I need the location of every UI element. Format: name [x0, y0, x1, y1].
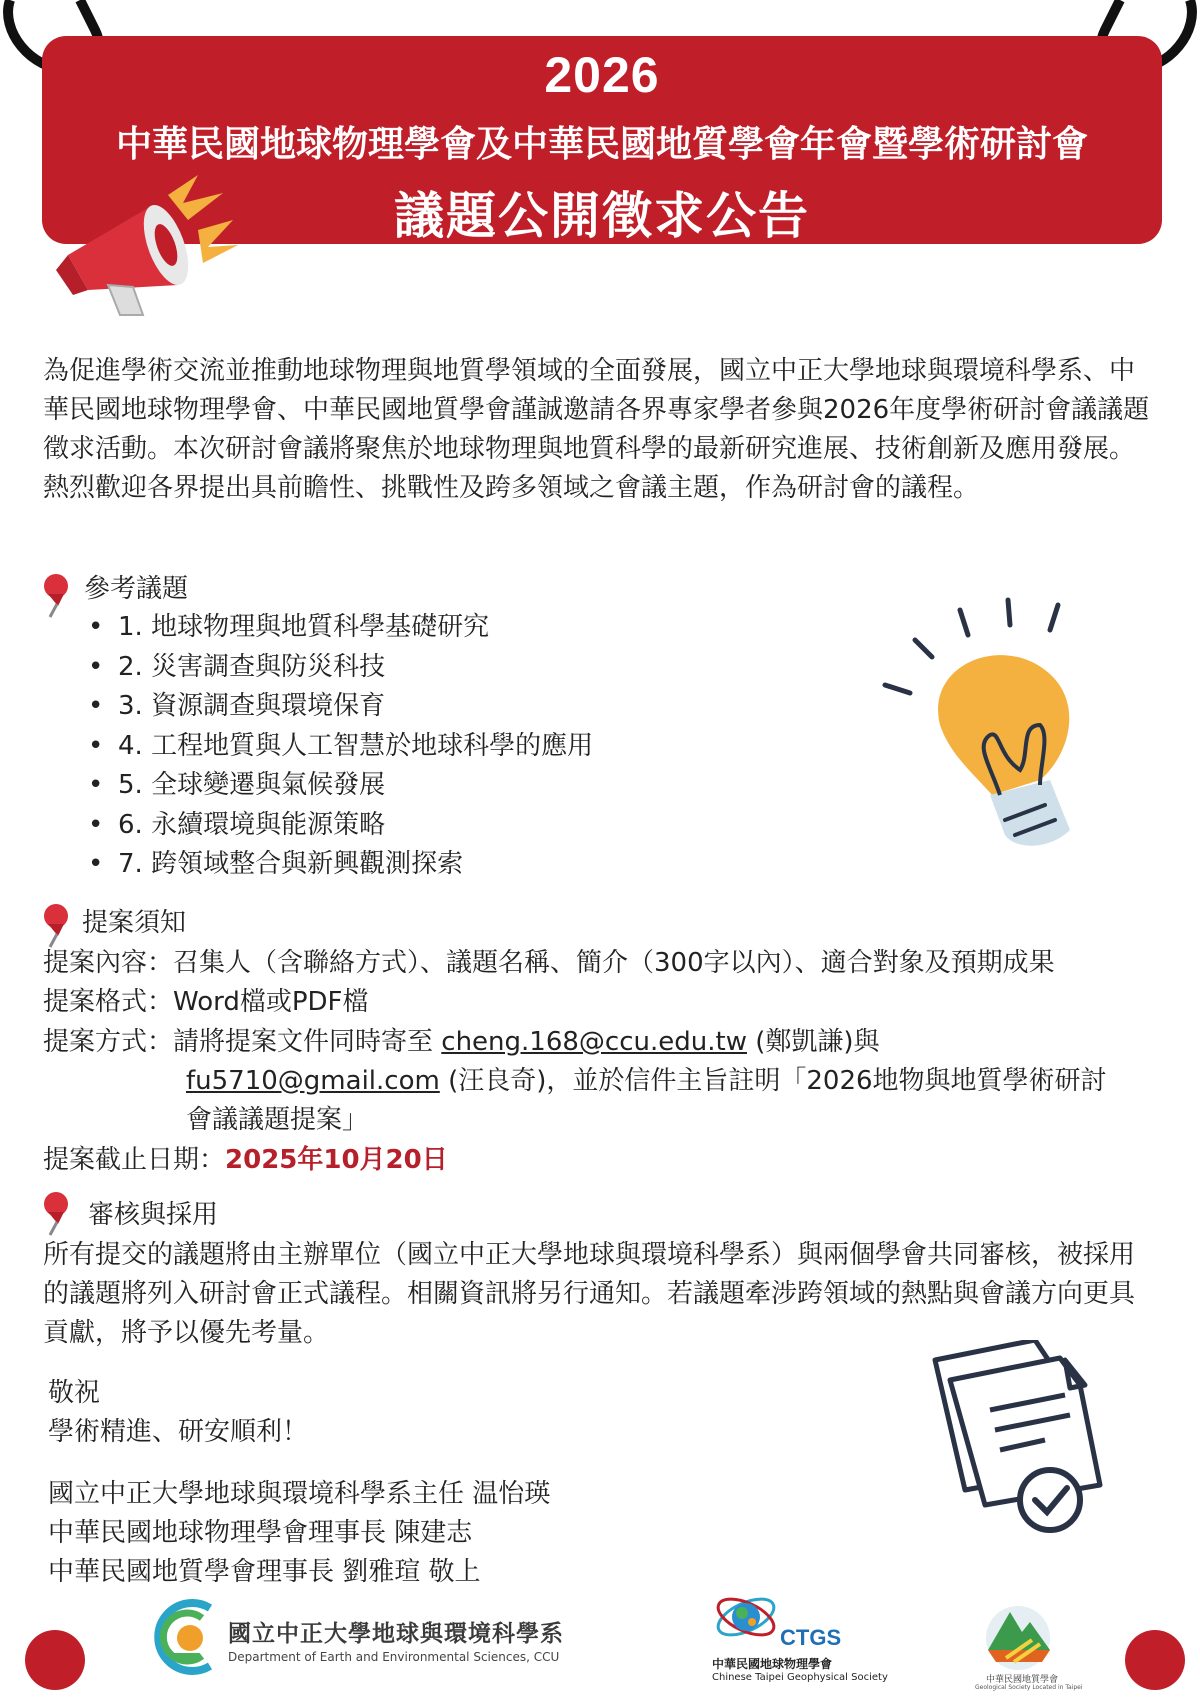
gst-logo-icon [978, 1600, 1058, 1670]
email-link-fu[interactable]: fu5710@gmail.com [186, 1066, 440, 1096]
decorative-dot-left [25, 1630, 85, 1690]
proposal-method-label: 提案方式： [43, 1027, 174, 1057]
document-check-icon [905, 1340, 1125, 1540]
deadline-label: 提案截止日期： [43, 1145, 226, 1175]
email1-suffix: (鄭凱謙)與 [746, 1027, 880, 1057]
signature-3: 中華民國地質學會理事長 劉雅瑄 敬上 [48, 1557, 481, 1587]
list-item: • 7. 跨領域整合與新興觀測探索 [88, 845, 593, 885]
signature-2: 中華民國地球物理學會理事長 陳建志 [48, 1518, 473, 1548]
proposal-method-line3: 會議議題提案」 [186, 1105, 369, 1135]
intro-paragraph: 為促進學術交流並推動地球物理與地質學領域的全面發展，國立中正大學地球與環境科學系、中華民國地球物理學會、中華民國地質學會謹誠邀請各界專家學者參與2026年度學術研討會議議題徵求活動。本次研討會議將聚焦於地球物理與地質科學的最新研究進展、技術創新及應用發展。熱烈歡迎各界提出具前瞻性、挑戰性及跨多領域之會議主題，作為研討會的議程。 [43, 356, 1150, 503]
proposal-content-label: 提案內容： [43, 948, 174, 978]
ctgs-logo-icon [710, 1585, 790, 1655]
proposal-heading: 提案須知 [82, 908, 187, 938]
gst-logo-english: Geological Society Located in Taipei [975, 1684, 1083, 1691]
header-subtitle: 議題公開徵求公告 [394, 187, 810, 245]
header-title: 中華民國地球物理學會及中華民國地質學會年會暨學術研討會 [115, 124, 1088, 165]
pushpin-icon [38, 1190, 78, 1236]
ccu-logo-icon [150, 1598, 220, 1676]
ctgs-logo-name: 中華民國地球物理學會 [712, 1657, 833, 1671]
list-item: • 5. 全球變遷與氣候發展 [88, 766, 593, 806]
pushpin-icon [38, 902, 78, 948]
review-paragraph: 所有提交的議題將由主辦單位（國立中正大學地球與環境科學系）與兩個學會共同審核，被採用的議題將列入研討會正式議程。相關資訊將另行通知。若議題牽涉跨領域的熱點與會議方向更具貢獻，將予以優先考量。 [43, 1240, 1136, 1348]
deadline-value: 2025年10月20日 [225, 1145, 448, 1175]
list-item: • 1. 地球物理與地質科學基礎研究 [88, 608, 593, 648]
proposal-method-prefix: 請將提案文件同時寄至 [173, 1027, 442, 1057]
proposal-deadline-row [43, 1141, 448, 1180]
pushpin-icon [38, 572, 78, 618]
ccu-logo-english: Department of Earth and Environmental Sciences, CCU [228, 1650, 560, 1664]
proposal-content-value: 召集人（含聯絡方式）、議題名稱、簡介（300字以內）、適合對象及預期成果 [173, 948, 1055, 978]
decorative-dot-right [1125, 1630, 1185, 1690]
list-item: • 2. 災害調查與防災科技 [88, 648, 593, 688]
ccu-logo-name: 國立中正大學地球與環境科學系 [228, 1621, 564, 1647]
email2-suffix: (汪良奇)，並於信件主旨註明「2026地物與地質學術研討 [439, 1066, 1107, 1096]
list-item: • 3. 資源調查與環境保育 [88, 687, 593, 727]
topics-list [88, 608, 593, 885]
megaphone-icon [48, 175, 238, 325]
email-link-cheng[interactable]: cheng.168@ccu.edu.tw [441, 1027, 747, 1057]
header-year: 2026 [544, 47, 660, 103]
gst-logo-name: 中華民國地質學會 [986, 1675, 1059, 1685]
ctgs-logo-abbr: CTGS [780, 1625, 842, 1650]
list-item: • 6. 永續環境與能源策略 [88, 806, 593, 846]
proposal-method-line2 [186, 1062, 1107, 1101]
ctgs-logo-english: Chinese Taipei Geophysical Society [712, 1672, 888, 1683]
review-heading: 審核與採用 [88, 1200, 219, 1230]
proposal-content-row [43, 944, 1055, 983]
topics-heading: 參考議題 [84, 574, 189, 604]
proposal-format-row [43, 983, 369, 1022]
proposal-format-label: 提案格式： [43, 987, 174, 1017]
proposal-method-row [43, 1023, 880, 1062]
list-item: • 4. 工程地質與人工智慧於地球科學的應用 [88, 727, 593, 767]
proposal-format-value: Word檔或PDF檔 [173, 987, 369, 1017]
closing-line2: 學術精進、研安順利！ [48, 1417, 309, 1447]
closing-line1: 敬祝 [48, 1378, 101, 1408]
lightbulb-icon [880, 595, 1110, 855]
signature-1: 國立中正大學地球與環境科學系主任 温怡瑛 [48, 1479, 551, 1509]
